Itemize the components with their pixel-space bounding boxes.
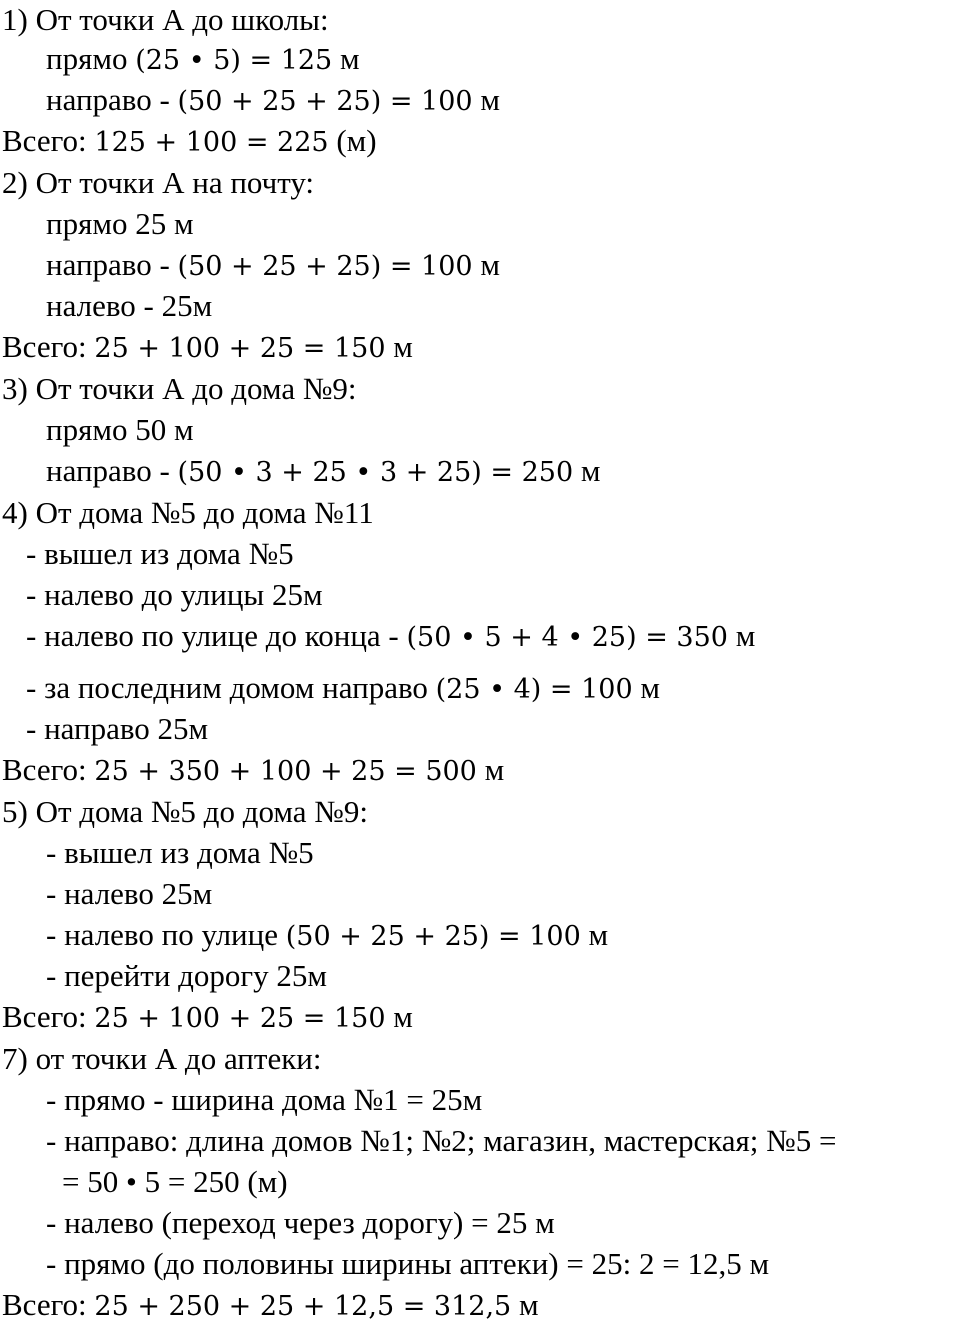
section-3-heading: 3) От точки А до дома №9: [2, 371, 357, 406]
section-2-right: направо - (50 + 25 + 25) = 100 м [46, 247, 500, 282]
section-4-total: Всего: 25 + 350 + 100 + 25 = 500 м [2, 752, 505, 787]
section-2-total: Всего: 25 + 100 + 25 = 150 м [2, 329, 413, 364]
section-7-step-right-cont: = 50 • 5 = 250 (м) [62, 1164, 288, 1199]
section-4-step-right-after: - за последним домом направо (25 • 4) = 100 м [26, 670, 661, 705]
section-2-straight: прямо 25 м [46, 206, 194, 241]
section-5-step-left-street: - налево по улице (50 + 25 + 25) = 100 м [46, 917, 609, 952]
section-4-step-exit: - вышел из дома №5 [26, 536, 294, 571]
section-4-step-left-end: - налево по улице до конца - (50 • 5 + 4 • 25) = 350 м [26, 618, 756, 653]
section-4-heading: 4) От дома №5 до дома №11 [2, 495, 374, 530]
section-4-step-right: - направо 25м [26, 711, 209, 746]
section-4-step-left-street: - налево до улицы 25м [26, 577, 323, 612]
section-7-step-right: - направо: длина домов №1; №2; магазин, мастерская; №5 = [46, 1123, 837, 1158]
section-7-step-half: - прямо (до половины ширины аптеки) = 25: 2 = 12,5 м [46, 1246, 770, 1281]
section-7-step-left: - налево (переход через дорогу) = 25 м [46, 1205, 555, 1240]
section-5-step-cross: - перейти дорогу 25м [46, 958, 328, 993]
section-5-step-exit: - вышел из дома №5 [46, 835, 314, 870]
section-3-right: направо - (50 • 3 + 25 • 3 + 25) = 250 м [46, 453, 601, 488]
section-2-left: налево - 25м [46, 288, 213, 323]
section-1-total: Всего: 125 + 100 = 225 (м) [2, 123, 377, 158]
section-1-right: направо - (50 + 25 + 25) = 100 м [46, 82, 500, 117]
section-5-total: Всего: 25 + 100 + 25 = 150 м [2, 999, 413, 1034]
section-7-total: Всего: 25 + 250 + 25 + 12,5 = 312,5 м [2, 1287, 539, 1322]
section-7-step-straight: - прямо - ширина дома №1 = 25м [46, 1082, 483, 1117]
section-5-heading: 5) От дома №5 до дома №9: [2, 794, 368, 829]
section-1-straight: прямо (25 • 5) = 125 м [46, 41, 360, 76]
section-3-straight: прямо 50 м [46, 412, 194, 447]
section-1-heading: 1) От точки А до школы: [2, 2, 329, 37]
section-2-heading: 2) От точки А на почту: [2, 165, 315, 200]
section-5-step-left: - налево 25м [46, 876, 213, 911]
section-7-heading: 7) от точки А до аптеки: [2, 1041, 322, 1076]
